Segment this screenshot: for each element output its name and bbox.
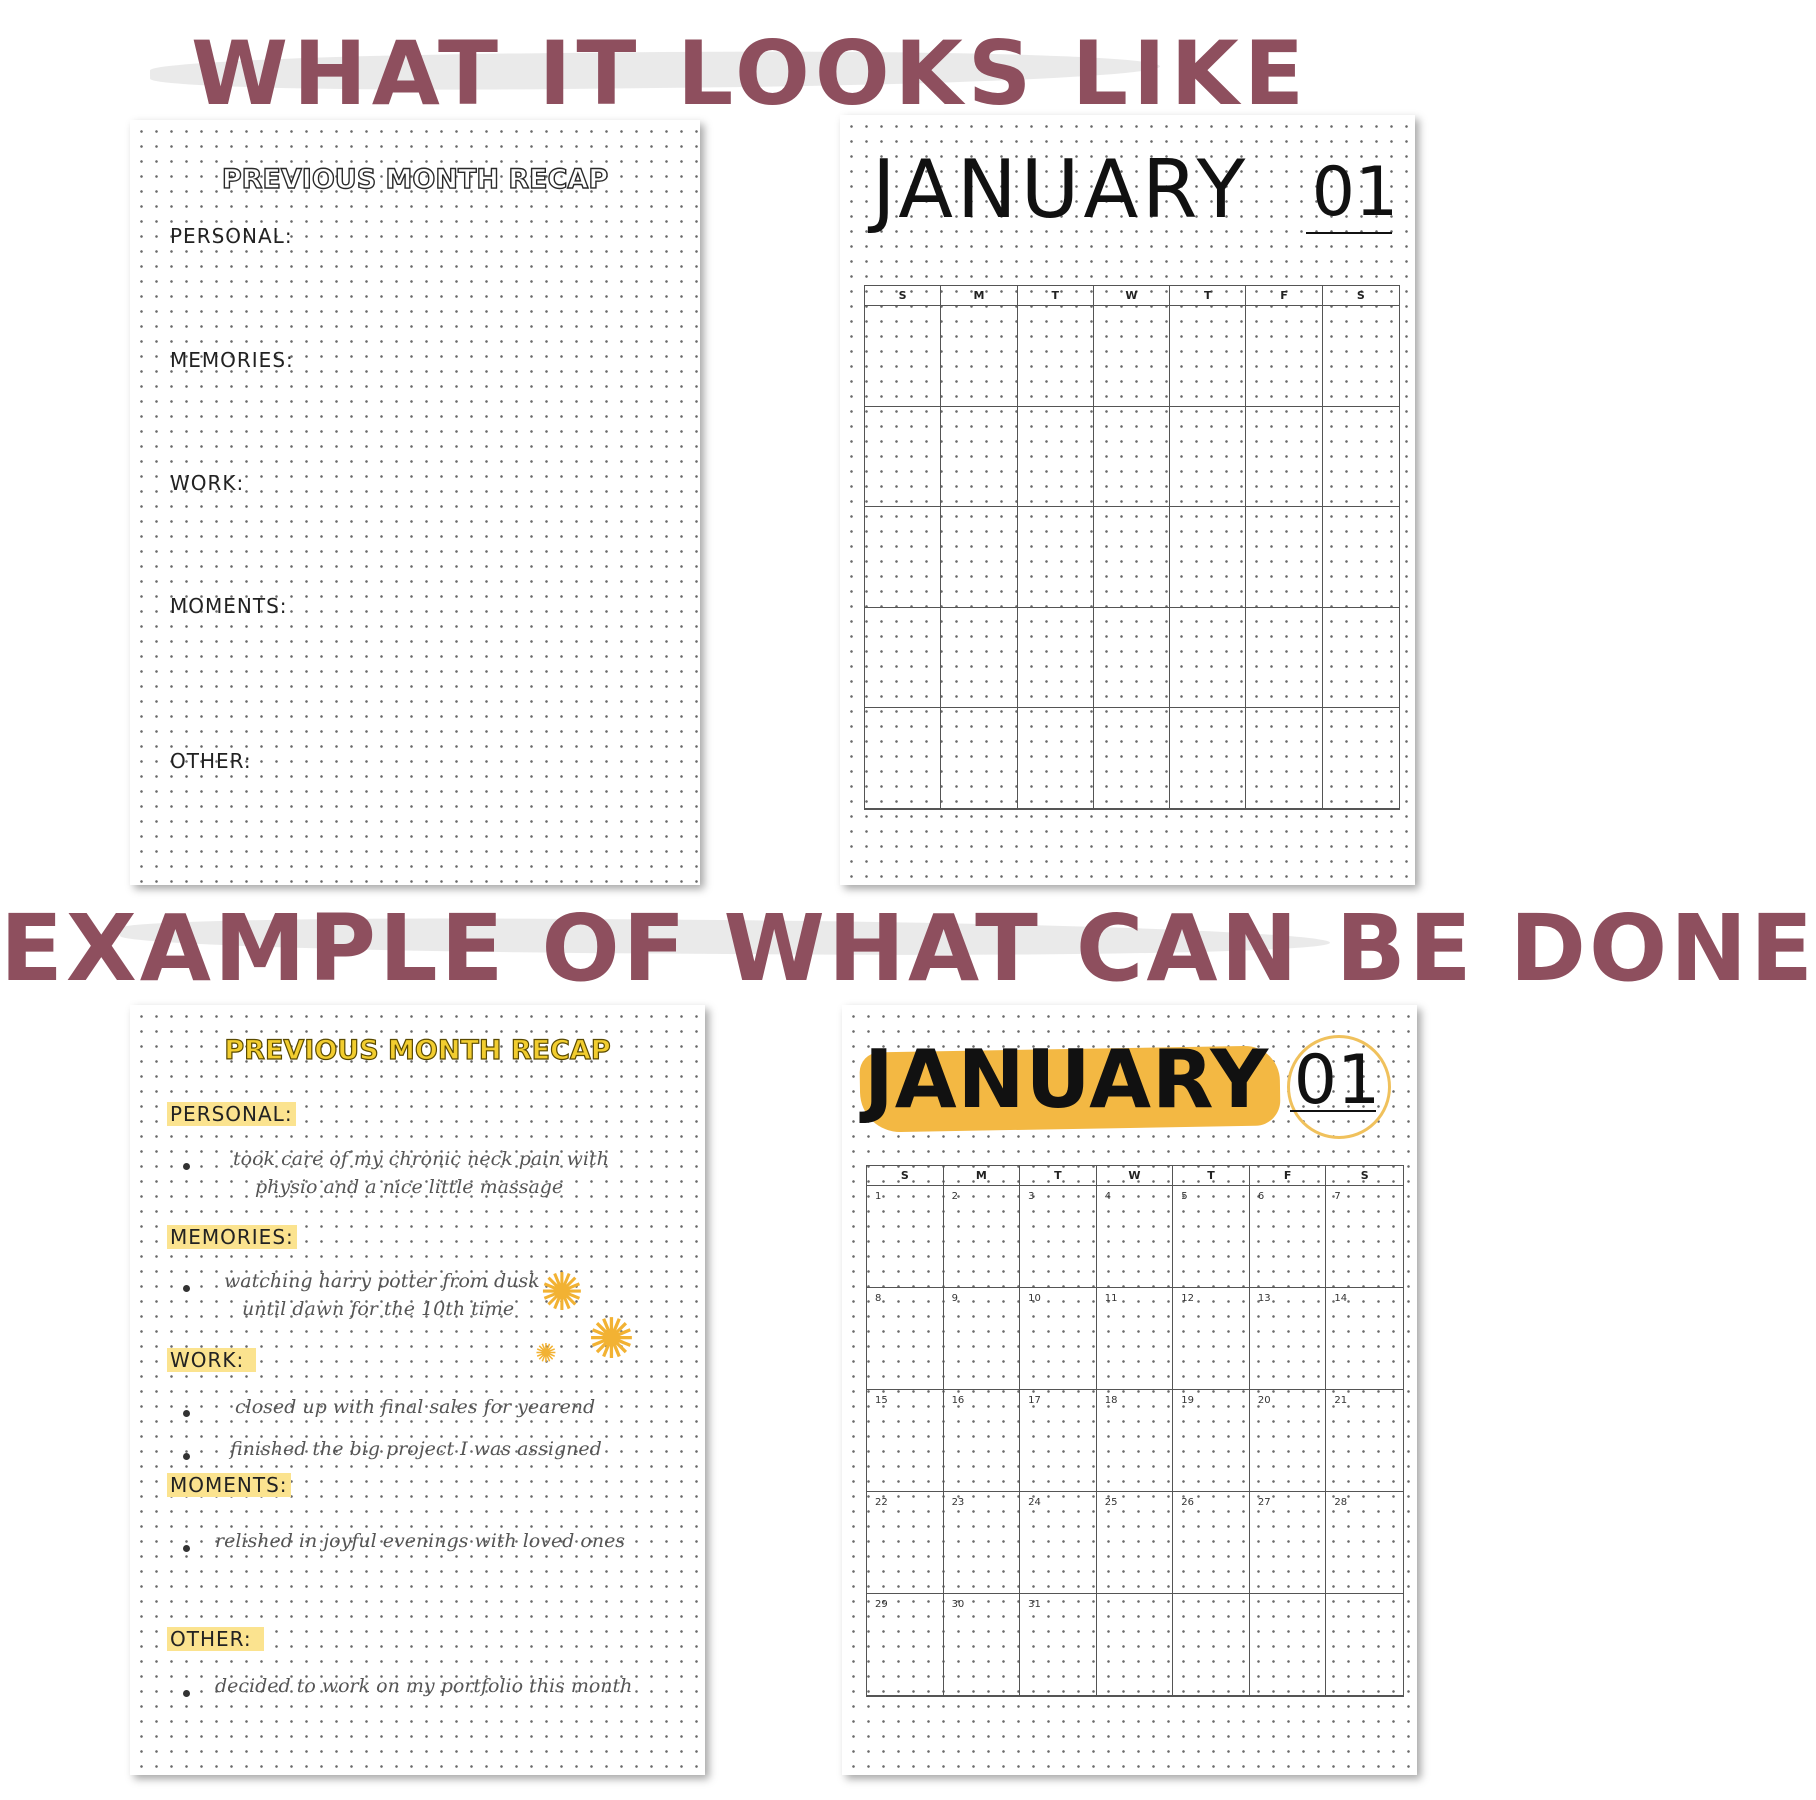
recap-page-filled: [130, 1005, 705, 1775]
calendar-day-cell[interactable]: [1018, 608, 1094, 709]
calendar-day-cell[interactable]: 6: [1250, 1186, 1327, 1288]
calendar-day-cell[interactable]: [941, 608, 1017, 709]
calendar-day-cell[interactable]: 18: [1097, 1390, 1174, 1492]
calendar-day-cell[interactable]: [865, 407, 941, 508]
calendar-day-cell[interactable]: 9: [944, 1288, 1021, 1390]
calendar-day-cell[interactable]: 23: [944, 1492, 1021, 1594]
section-label-moments: MOMENTS:: [167, 1473, 291, 1497]
note-other-1: decided to work on my portfolio this month: [215, 1675, 633, 1697]
month-number: 01: [1311, 153, 1399, 232]
calendar-day-cell[interactable]: [865, 507, 941, 608]
month-number: 01: [1293, 1041, 1381, 1120]
calendar-day-cell[interactable]: [1326, 1594, 1403, 1696]
weekday-header: F: [1250, 1166, 1327, 1186]
note-line: [233, 1145, 609, 1201]
calendar-day-cell[interactable]: 27: [1250, 1492, 1327, 1594]
section-label-other: OTHER:: [167, 1627, 264, 1651]
calendar-day-cell[interactable]: [1323, 708, 1399, 809]
calendar-day-cell[interactable]: [1323, 507, 1399, 608]
weekday-header: T: [1173, 1166, 1250, 1186]
note-moments-1: relished in joyful evenings with loved ones: [215, 1530, 626, 1552]
calendar-day-cell[interactable]: 22: [867, 1492, 944, 1594]
calendar-day-cell[interactable]: [941, 407, 1017, 508]
section-label-personal: PERSONAL:: [170, 224, 293, 248]
calendar-day-cell[interactable]: [1323, 407, 1399, 508]
calendar-day-cell[interactable]: 8: [867, 1288, 944, 1390]
calendar-day-cell[interactable]: [1018, 306, 1094, 407]
calendar-day-cell[interactable]: [941, 306, 1017, 407]
weekday-header: T: [1020, 1166, 1097, 1186]
calendar-day-cell[interactable]: [865, 708, 941, 809]
calendar-day-cell[interactable]: [1097, 1594, 1174, 1696]
calendar-day-cell[interactable]: [1173, 1594, 1250, 1696]
calendar-day-cell[interactable]: [1246, 708, 1322, 809]
calendar-day-cell[interactable]: [1323, 306, 1399, 407]
calendar-day-cell[interactable]: [941, 708, 1017, 809]
calendar-day-cell[interactable]: [1018, 407, 1094, 508]
calendar-day-cell[interactable]: [1250, 1594, 1327, 1696]
calendar-day-cell[interactable]: [941, 507, 1017, 608]
calendar-day-cell[interactable]: 13: [1250, 1288, 1327, 1390]
weekday-header: M: [941, 286, 1017, 306]
weekday-header: W: [1097, 1166, 1174, 1186]
note-work-1: closed up with final sales for yearend: [235, 1396, 596, 1418]
calendar-day-cell[interactable]: [1170, 608, 1246, 709]
calendar-day-cell[interactable]: 12: [1173, 1288, 1250, 1390]
note-text-line: took care of my chronic neck pain with: [233, 1148, 609, 1170]
section-label-moments: MOMENTS:: [170, 594, 288, 618]
calendar-day-cell[interactable]: [1170, 708, 1246, 809]
note-memories-1: [224, 1267, 540, 1323]
calendar-grid: [864, 285, 1400, 810]
weekday-header: F: [1246, 286, 1322, 306]
calendar-day-cell[interactable]: 14: [1326, 1288, 1403, 1390]
calendar-day-cell[interactable]: [1170, 306, 1246, 407]
calendar-day-cell[interactable]: 2: [944, 1186, 1021, 1288]
weekday-header: S: [1326, 1166, 1403, 1186]
calendar-day-cell[interactable]: [1018, 507, 1094, 608]
calendar-day-cell[interactable]: 3: [1020, 1186, 1097, 1288]
calendar-day-cell[interactable]: 10: [1020, 1288, 1097, 1390]
calendar-day-cell[interactable]: 11: [1097, 1288, 1174, 1390]
section-label-personal: PERSONAL:: [167, 1102, 296, 1126]
calendar-day-cell[interactable]: 5: [1173, 1186, 1250, 1288]
calendar-grid: [866, 1165, 1404, 1697]
note-line: [224, 1267, 540, 1323]
section-label-memories: MEMORIES:: [167, 1225, 297, 1249]
calendar-day-cell[interactable]: [865, 608, 941, 709]
calendar-day-cell[interactable]: 24: [1020, 1492, 1097, 1594]
calendar-day-cell[interactable]: [1246, 608, 1322, 709]
calendar-day-cell[interactable]: 30: [944, 1594, 1021, 1696]
section-label-work: WORK:: [170, 471, 245, 495]
weekday-header: W: [1094, 286, 1170, 306]
month-number-underline: [1306, 232, 1392, 234]
bullet-icon: [183, 1545, 190, 1552]
calendar-page-blank: [840, 115, 1415, 885]
calendar-day-cell[interactable]: 31: [1020, 1594, 1097, 1696]
bullet-icon: [183, 1163, 190, 1170]
weekday-header: T: [1018, 286, 1094, 306]
heading-example: EXAMPLE OF WHAT CAN BE DONE: [0, 895, 1816, 1002]
calendar-day-cell[interactable]: 16: [944, 1390, 1021, 1492]
calendar-day-cell[interactable]: 7: [1326, 1186, 1403, 1288]
calendar-day-cell[interactable]: [1094, 507, 1170, 608]
note-text-line: watching harry potter from dusk: [224, 1270, 540, 1292]
calendar-day-cell[interactable]: 15: [867, 1390, 944, 1492]
calendar-day-cell[interactable]: [1170, 407, 1246, 508]
calendar-day-cell[interactable]: 1: [867, 1186, 944, 1288]
calendar-day-cell[interactable]: [1246, 407, 1322, 508]
recap-title: PREVIOUS MONTH RECAP: [224, 1035, 611, 1066]
calendar-day-cell[interactable]: 25: [1097, 1492, 1174, 1594]
calendar-day-cell[interactable]: [1094, 608, 1170, 709]
weekday-header: S: [867, 1166, 944, 1186]
month-title: JANUARY: [864, 1033, 1270, 1126]
weekday-header: S: [1323, 286, 1399, 306]
calendar-day-cell[interactable]: 29: [867, 1594, 944, 1696]
bullet-icon: [183, 1410, 190, 1417]
calendar-day-cell[interactable]: 20: [1250, 1390, 1327, 1492]
bullet-icon: [183, 1690, 190, 1697]
weekday-header: S: [865, 286, 941, 306]
calendar-day-cell[interactable]: [1094, 708, 1170, 809]
flower-icon: ✺: [540, 1263, 584, 1323]
section-label-other: OTHER:: [170, 749, 252, 773]
calendar-day-cell[interactable]: 21: [1326, 1390, 1403, 1492]
recap-page-blank: [130, 120, 700, 885]
section-label-work: WORK:: [167, 1348, 256, 1372]
section-label-memories: MEMORIES:: [170, 348, 294, 372]
calendar-day-cell[interactable]: 17: [1020, 1390, 1097, 1492]
calendar-day-cell[interactable]: 26: [1173, 1492, 1250, 1594]
flower-icon: ✺: [535, 1339, 557, 1369]
note-work-2: finished the big project I was assigned: [230, 1438, 602, 1460]
heading-what-it-looks-like: WHAT IT LOOKS LIKE: [191, 22, 1309, 125]
weekday-header: T: [1170, 286, 1246, 306]
note-personal-1: [233, 1145, 609, 1201]
note-text-line: until dawn for the 10th time: [242, 1298, 515, 1320]
bullet-icon: [183, 1453, 190, 1460]
month-title: JANUARY: [872, 143, 1250, 236]
flower-icon: ✺: [588, 1307, 635, 1372]
calendar-day-cell[interactable]: 28: [1326, 1492, 1403, 1594]
calendar-day-cell[interactable]: [1094, 407, 1170, 508]
calendar-day-cell[interactable]: [1246, 507, 1322, 608]
recap-title: PREVIOUS MONTH RECAP: [221, 164, 609, 195]
calendar-day-cell[interactable]: [1018, 708, 1094, 809]
calendar-day-cell[interactable]: [865, 306, 941, 407]
note-text-line: physio and a nice little massage: [255, 1176, 564, 1198]
weekday-header: M: [944, 1166, 1021, 1186]
calendar-day-cell[interactable]: 19: [1173, 1390, 1250, 1492]
calendar-day-cell[interactable]: [1170, 507, 1246, 608]
calendar-day-cell[interactable]: [1094, 306, 1170, 407]
calendar-page-filled: [842, 1005, 1417, 1775]
calendar-day-cell[interactable]: [1246, 306, 1322, 407]
bullet-icon: [183, 1285, 190, 1292]
calendar-day-cell[interactable]: [1323, 608, 1399, 709]
calendar-day-cell[interactable]: 4: [1097, 1186, 1174, 1288]
